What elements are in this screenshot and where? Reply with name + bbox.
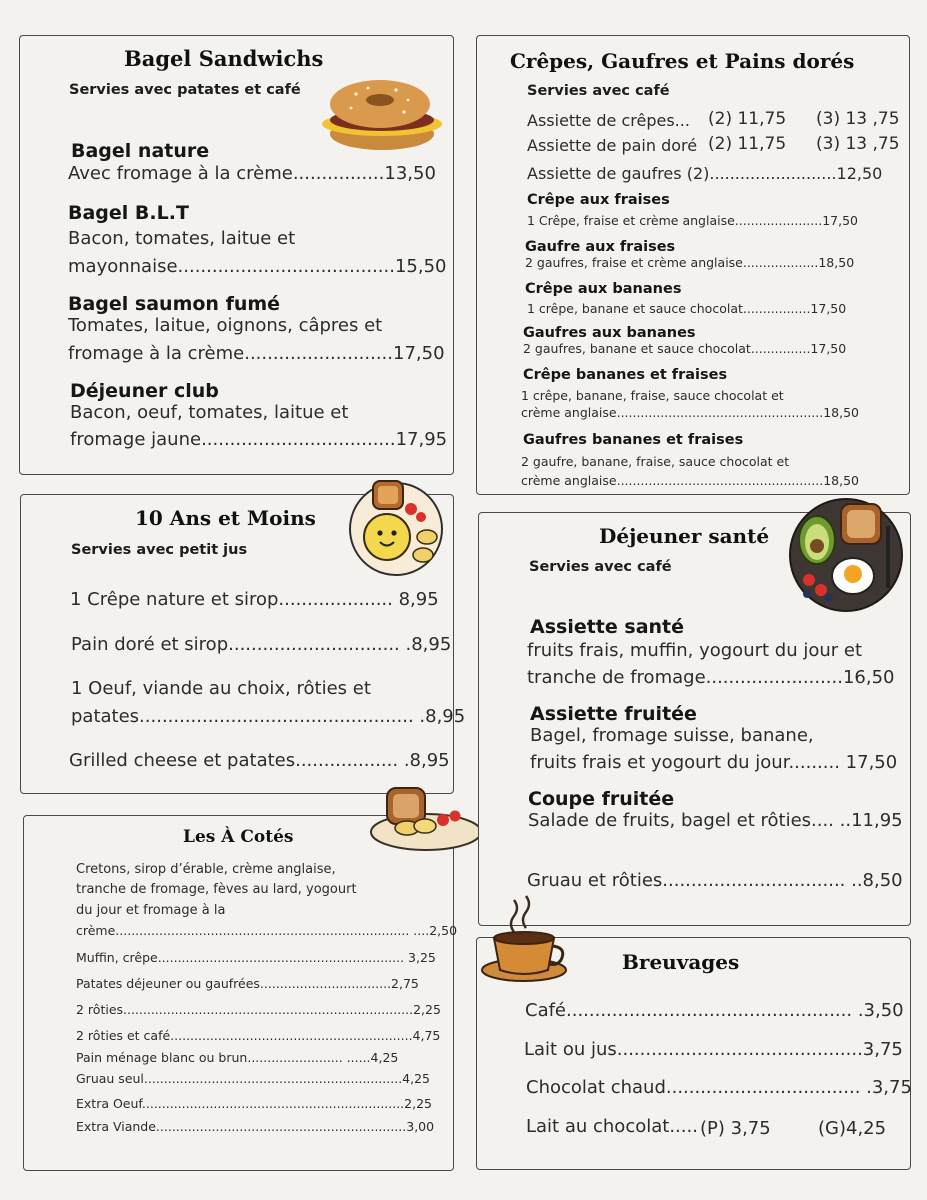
- menu-item-name: Assiette fruitée: [530, 703, 697, 725]
- menu-item-name: Assiette santé: [530, 616, 685, 638]
- menu-item-line: Bagel, fromage suisse, banane,: [530, 725, 814, 746]
- menu-item-line: crème anglaise....................................................18,50: [521, 473, 859, 488]
- menu-item-name: Coupe fruitée: [528, 788, 675, 810]
- menu-item-line: Salade de fruits, bagel et rôties.... ..11,95: [528, 810, 903, 831]
- menu-item-line: Grilled cheese et patates.................. .8,95: [69, 750, 450, 771]
- drink-item: Café.................................................. .3,50: [525, 1000, 904, 1021]
- drink-price-small: (P) 3,75: [700, 1118, 771, 1139]
- menu-item-line: fruits frais, muffin, yogourt du jour et: [527, 640, 863, 661]
- menu-item-line: patates................................................ .8,95: [71, 706, 466, 727]
- menu-item-line: 1 Crêpe, fraise et crème anglaise......................17,50: [527, 213, 858, 228]
- gaufres-plate-line: Assiette de gaufres (2).........................12,50: [527, 164, 883, 183]
- menu-item-line: Avec fromage à la crème................13,50: [68, 163, 436, 184]
- menu-item-line: Bacon, tomates, laitue et: [68, 228, 296, 249]
- plate-name: Assiette de crêpes...: [527, 111, 690, 130]
- plate-price-2: (2) 11,75: [708, 134, 787, 154]
- side-item: 2 rôties et café.............................................................4,75: [76, 1028, 441, 1043]
- menu-item-line: 1 Crêpe nature et sirop.................... 8,95: [70, 589, 439, 610]
- side-item: Extra Viande...............................................................3,00: [76, 1119, 435, 1134]
- menu-item-name: Gaufres aux bananes: [523, 325, 696, 341]
- kids-section-title: 10 Ans et Moins: [135, 506, 316, 530]
- menu-item-name: Crêpe aux fraises: [527, 192, 670, 208]
- menu-item-line: Gruau et rôties................................ ..8,50: [527, 870, 903, 891]
- sante-section-title: Déjeuner santé: [599, 524, 770, 548]
- kids-section-subtitle: Servies avec petit jus: [71, 542, 248, 558]
- menu-item-name: Bagel saumon fumé: [68, 293, 281, 315]
- menu-item-name: Déjeuner club: [70, 380, 219, 402]
- drink-price-large: (G)4,25: [818, 1118, 887, 1139]
- side-item: Patates déjeuner ou gaufrées.................................2,75: [76, 976, 419, 991]
- menu-item-name: Crêpe aux bananes: [525, 281, 682, 297]
- menu-item-line: tranche de fromage........................16,50: [527, 667, 895, 688]
- menu-item-line: 1 crêpe, banane, fraise, sauce chocolat et: [521, 388, 784, 403]
- menu-item-line: fromage à la crème..........................17,50: [68, 343, 445, 364]
- sides-description: du jour et fromage à la: [76, 903, 226, 918]
- menu-item-line: fruits frais et yogourt du jour......... 17,50: [530, 752, 898, 773]
- sides-section-title: Les À Cotés: [183, 827, 294, 847]
- menu-item-line: mayonnaise......................................15,50: [68, 256, 447, 277]
- menu-item-line: 1 crêpe, banane et sauce chocolat.................17,50: [527, 301, 847, 316]
- toast-side-icon: [369, 782, 483, 854]
- side-item: Gruau seul.................................................................4,25: [76, 1071, 431, 1086]
- side-item: Muffin, crêpe.............................................................. 3,25: [76, 950, 436, 965]
- menu-item-line: Tomates, laitue, oignons, câpres et: [68, 315, 383, 336]
- side-item: 2 rôties.........................................................................2,25: [76, 1002, 441, 1017]
- drink-item: Chocolat chaud.................................. .3,75: [526, 1077, 912, 1098]
- healthy-breakfast-icon: [787, 496, 905, 614]
- menu-item-line: 1 Oeuf, viande au choix, rôties et: [71, 678, 371, 699]
- crepes-section-title: Crêpes, Gaufres et Pains dorés: [510, 49, 855, 73]
- drinks-section-title: Breuvages: [622, 950, 740, 974]
- menu-item-name: Crêpe bananes et fraises: [523, 367, 728, 383]
- side-item: Extra Oeuf..................................................................2,25: [76, 1096, 432, 1111]
- menu-item-name: Bagel nature: [71, 140, 210, 162]
- menu-item-line: crème anglaise....................................................18,50: [521, 405, 859, 420]
- bagel-section-subtitle: Servies avec patates et café: [69, 82, 301, 98]
- sides-description: Cretons, sirop d’érable, crème anglaise,: [76, 862, 336, 877]
- bagel-section-title: Bagel Sandwichs: [124, 46, 324, 71]
- plate-price-3: (3) 13 ,75: [816, 134, 900, 154]
- plate-price-2: (2) 11,75: [708, 109, 787, 129]
- side-item: Pain ménage blanc ou brun........................ ......4,25: [76, 1050, 399, 1065]
- crepes-section-subtitle: Servies avec café: [527, 83, 670, 99]
- sides-description: tranche de fromage, fèves au lard, yogourt: [76, 882, 357, 897]
- menu-item-line: 2 gaufres, banane et sauce chocolat...............17,50: [523, 341, 847, 356]
- menu-item-line: 2 gaufre, banane, fraise, sauce chocolat et: [521, 454, 790, 469]
- coffee-cup-icon: [478, 894, 570, 986]
- side-item: crème.......................................................................... ....2,50: [76, 923, 458, 938]
- menu-item-line: fromage jaune..................................17,95: [70, 429, 448, 450]
- bagel-sandwich-icon: [316, 76, 448, 156]
- menu-item-name: Gaufre aux fraises: [525, 239, 676, 255]
- menu-item-line: Bacon, oeuf, tomates, laitue et: [70, 402, 349, 423]
- menu-item-name: Gaufres bananes et fraises: [523, 432, 744, 448]
- plate-price-3: (3) 13 ,75: [816, 109, 900, 129]
- menu-item-name: Bagel B.L.T: [68, 202, 189, 224]
- kids-plate-icon: [347, 475, 445, 577]
- menu-item-line: Pain doré et sirop.............................. .8,95: [71, 634, 452, 655]
- sante-section-subtitle: Servies avec café: [529, 559, 672, 575]
- drink-item: Lait ou jus...........................................3,75: [524, 1039, 903, 1060]
- plate-name: Assiette de pain doré: [527, 136, 698, 155]
- menu-item-line: 2 gaufres, fraise et crème anglaise...................18,50: [525, 255, 855, 270]
- drink-item: Lait au chocolat.....: [526, 1116, 698, 1137]
